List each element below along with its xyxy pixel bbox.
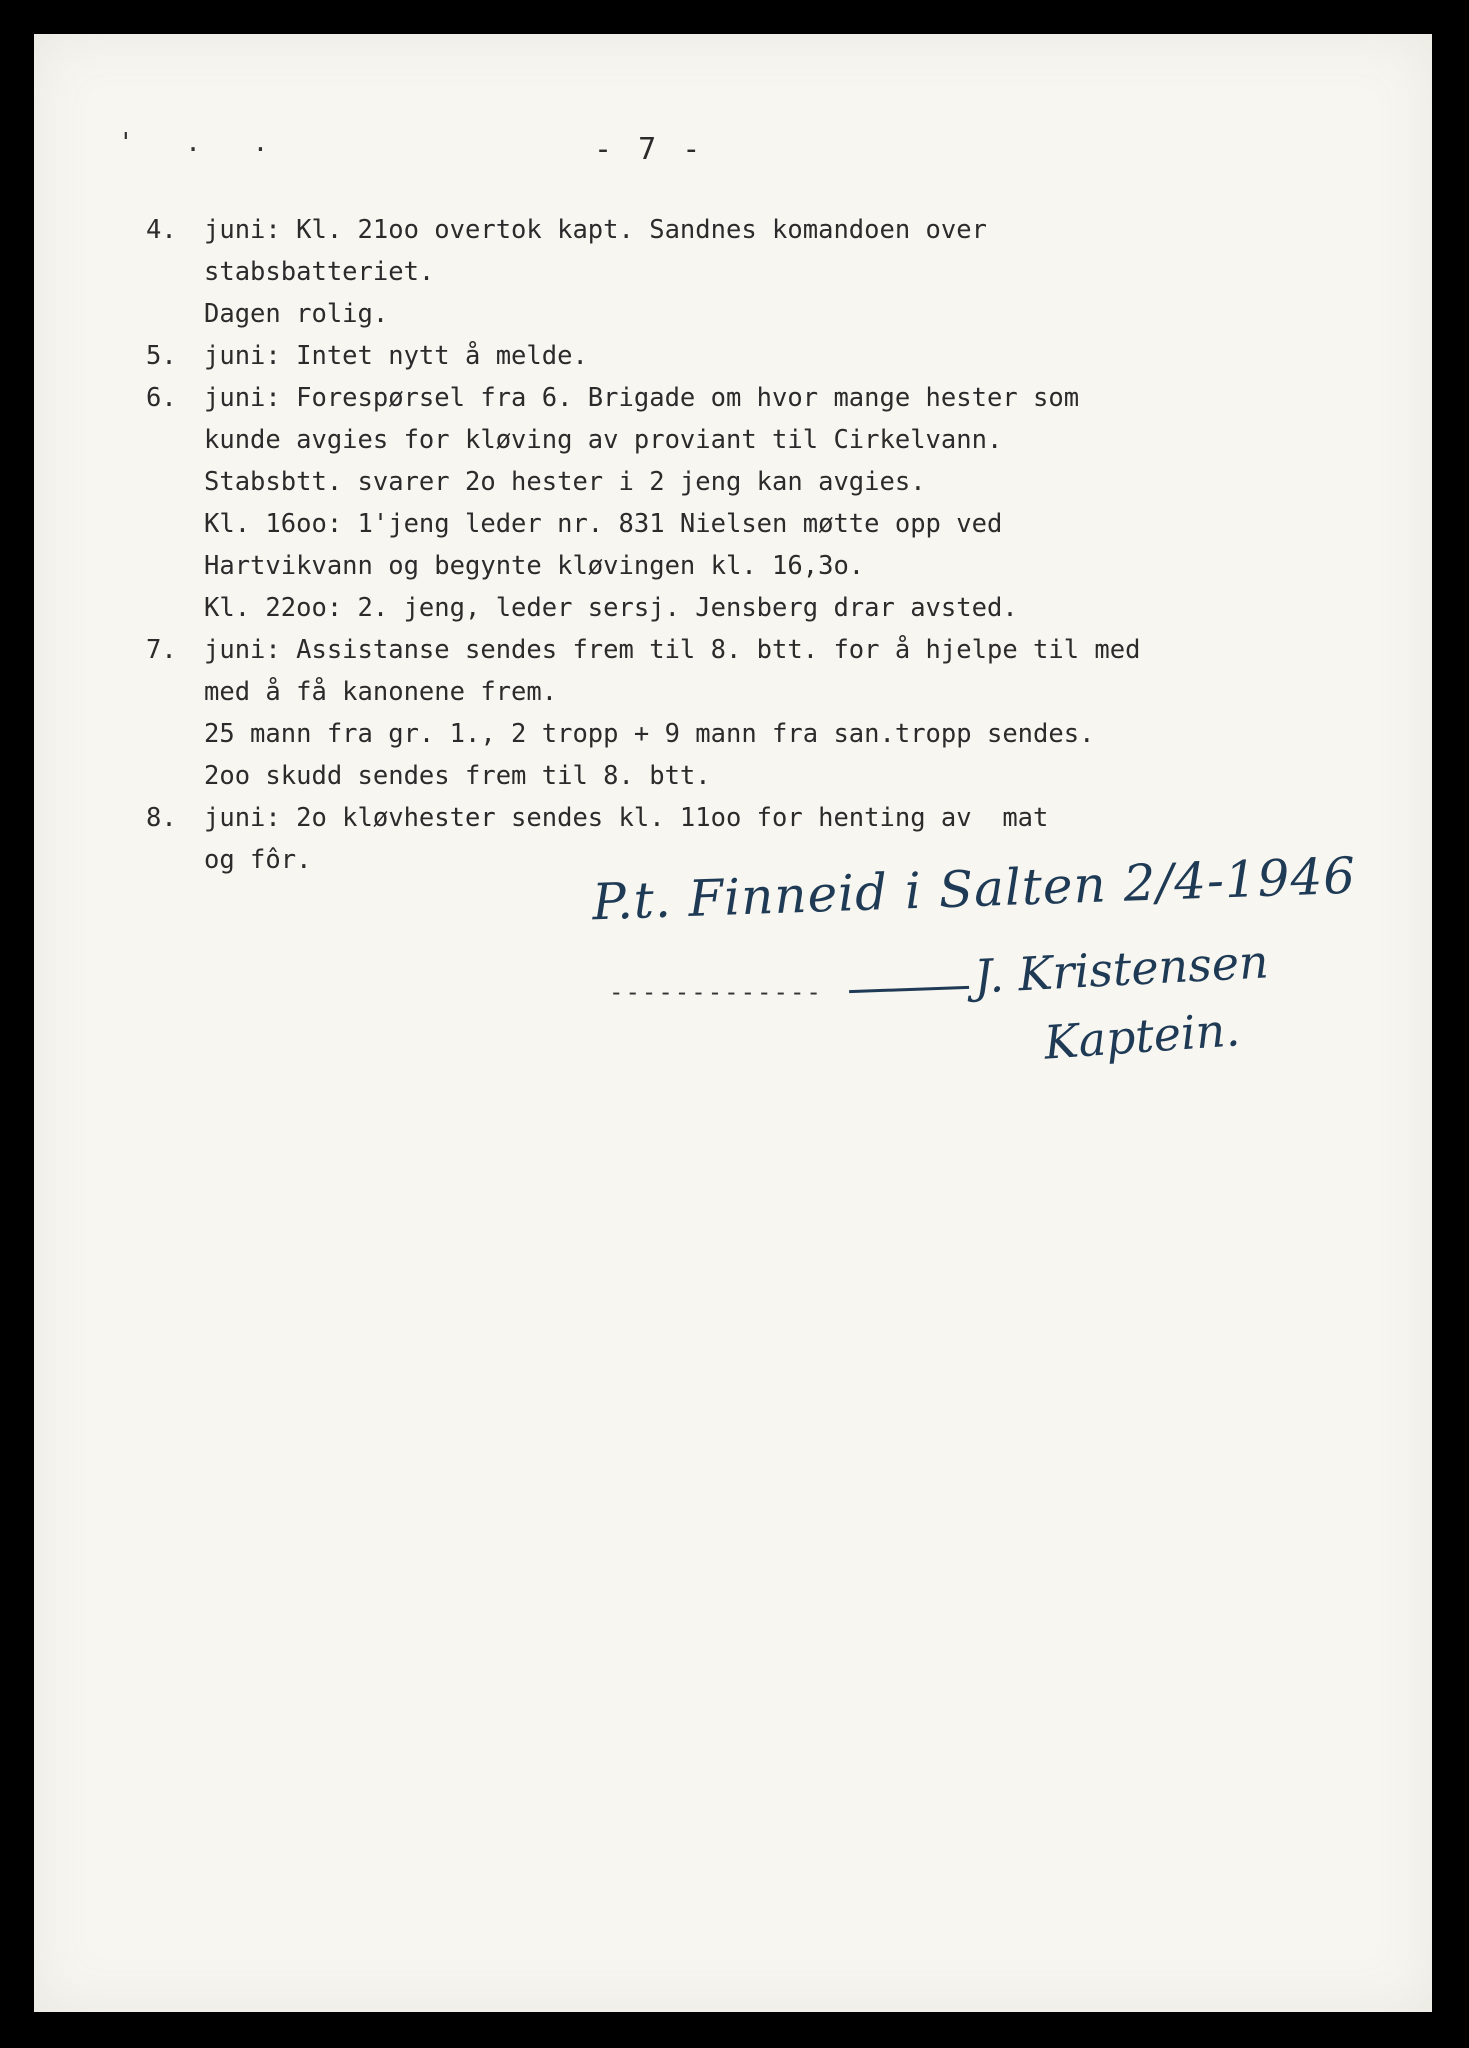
entry-line: Kl. 22oo: 2. jeng, leder sersj. Jensberg drar avsted. — [204, 593, 1018, 623]
signature-dash-line: ------------- — [609, 978, 823, 1006]
entry-line: 2oo skudd sendes frem til 8. btt. — [204, 761, 711, 791]
handwritten-place-date: P.t. Finneid i Salten 2/4-1946 — [591, 846, 1357, 932]
entry-date: 6. — [146, 383, 177, 413]
entry-line: stabsbatteriet. — [204, 257, 435, 287]
entry-june-4 — [146, 209, 1276, 335]
entry-line: juni: Intet nytt å melde. — [204, 341, 588, 371]
corner-marks: ' . . — [118, 128, 287, 158]
entry-june-6 — [146, 377, 1276, 629]
document-page — [34, 34, 1432, 2012]
entry-line: Stabsbtt. svarer 2o hester i 2 jeng kan avgies. — [204, 467, 926, 497]
handwritten-signature: J. Kristensen — [972, 934, 1270, 1004]
entry-text — [204, 629, 1276, 797]
handwritten-title: Kaptein. — [1042, 1002, 1242, 1070]
entry-date: 8. — [146, 803, 177, 833]
journal-entries — [146, 209, 1276, 881]
page-number: - 7 - — [594, 132, 705, 167]
entry-text — [204, 335, 1276, 377]
entry-line: Kl. 16oo: 1'jeng leder nr. 831 Nielsen møtte opp ved — [204, 509, 1003, 539]
entry-line: juni: Assistanse sendes frem til 8. btt. for å hjelpe til med — [204, 635, 1141, 665]
entry-date: 5. — [146, 341, 177, 371]
entry-line: Dagen rolig. — [204, 299, 389, 329]
entry-text — [204, 209, 1276, 335]
entry-line: 25 mann fra gr. 1., 2 tropp + 9 mann fra san.tropp sendes. — [204, 719, 1095, 749]
entry-text — [204, 377, 1276, 629]
signature-underline-stroke — [849, 980, 969, 993]
entry-line: kunde avgies for kløving av proviant til Cirkelvann. — [204, 425, 1003, 455]
entry-line: med å få kanonene frem. — [204, 677, 558, 707]
entry-line: juni: Forespørsel fra 6. Brigade om hvor mange hester som — [204, 383, 1080, 413]
entry-line: Hartvikvann og begynte kløvingen kl. 16,3o. — [204, 551, 865, 581]
entry-june-5 — [146, 335, 1276, 377]
entry-line: juni: Kl. 21oo overtok kapt. Sandnes komandoen over — [204, 215, 987, 245]
entry-june-7 — [146, 629, 1276, 797]
entry-date: 7. — [146, 635, 177, 665]
entry-date: 4. — [146, 215, 177, 245]
entry-line: juni: 2o kløvhester sendes kl. 11oo for henting av mat — [204, 803, 1049, 833]
entry-line: og fôr. — [204, 845, 312, 875]
